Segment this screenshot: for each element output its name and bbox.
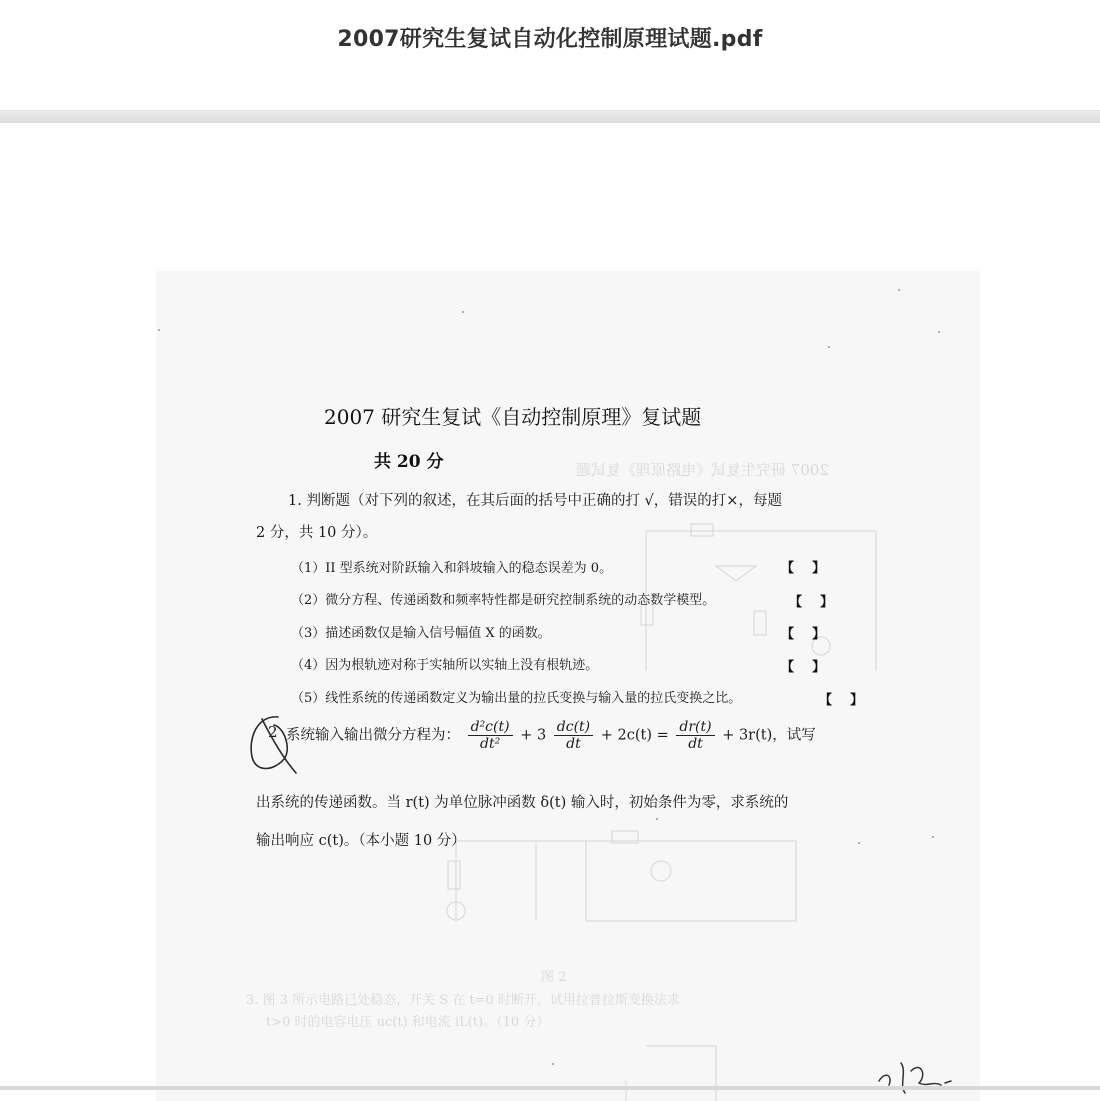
scan-speck	[656, 818, 658, 820]
scanned-page	[156, 271, 980, 1101]
judgement-item: （4）因为根轨迹对称于实轴所以实轴上没有根轨迹。	[291, 658, 599, 673]
viewer-bottom-edge	[0, 1086, 1100, 1090]
question-2-line: 出系统的传递函数。当 r(t) 为单位脉冲函数 δ(t) 输入时，初始条件为零，求系统的	[256, 795, 789, 811]
question-1-intro-cont: 2 分，共 10 分）。	[256, 525, 378, 541]
bleed-through-figure-label: 图 2	[541, 970, 567, 985]
scan-speck	[158, 329, 160, 331]
bleed-through-circuit	[156, 271, 980, 1101]
scan-speck	[552, 1063, 554, 1065]
scan-speck	[932, 836, 934, 838]
input-derivative-fraction	[676, 719, 714, 752]
header-divider	[0, 110, 1100, 124]
differential-equation	[286, 719, 816, 752]
bleed-through-title: 2007 研究生复试《电路原理》复试题	[576, 461, 829, 479]
judgement-item: （2）微分方程、传递函数和频率特性都是研究控制系统的动态数学模型。	[291, 593, 716, 608]
scan-speck	[462, 311, 464, 313]
answer-bracket: 【 】	[781, 660, 826, 675]
question-2-number: 2	[268, 723, 278, 741]
document-viewer[interactable]	[0, 123, 1100, 1090]
exam-title: 2007 研究生复试《自动控制原理》复试题	[324, 405, 702, 429]
document-title: 2007研究生复试自动化控制原理试题.pdf	[337, 27, 763, 52]
answer-bracket: 【 】	[789, 595, 834, 610]
answer-bracket: 【 】	[781, 561, 826, 576]
judgement-item: （3）描述函数仅是输入信号幅值 X 的函数。	[291, 626, 551, 641]
judgement-item: （1）II 型系统对阶跃输入和斜坡输入的稳态误差为 0。	[291, 561, 613, 576]
scan-speck	[898, 289, 900, 291]
question-2-line: 输出响应 c(t)。（本小题 10 分）	[256, 833, 466, 849]
scan-speck	[938, 331, 940, 333]
first-derivative-fraction	[554, 719, 593, 752]
equation-term: + 2c(t) =	[600, 727, 669, 744]
answer-bracket: 【 】	[819, 693, 864, 708]
equation-tail: + 3r(t)，试写	[722, 727, 816, 744]
bleed-through-question-line: 3. 图 3 所示电路已处稳态，开关 S 在 t=0 时断开，试用拉普拉斯变换法求	[246, 993, 680, 1008]
viewer-header	[0, 0, 1100, 110]
second-derivative-fraction	[468, 719, 513, 752]
equation-lead: 系统输入输出微分方程为：	[286, 727, 460, 744]
fraction-numerator: dr(t)	[676, 719, 714, 736]
fraction-numerator: dc(t)	[554, 719, 593, 736]
handwritten-signature-mark	[871, 1041, 961, 1101]
fraction-numerator: d²c(t)	[468, 719, 513, 736]
equation-term: + 3	[520, 727, 547, 744]
question-1-intro: 1. 判断题（对下列的叙述，在其后面的括号中正确的打 √，错误的打×，每题	[288, 493, 782, 509]
scan-speck	[828, 346, 830, 348]
judgement-item: （5）线性系统的传递函数定义为输出量的拉氏变换与输入量的拉氏变换之比。	[291, 691, 742, 706]
answer-bracket: 【 】	[781, 627, 826, 642]
fraction-denominator: dt	[688, 736, 703, 752]
fraction-denominator: dt	[566, 736, 581, 752]
total-score: 共 20 分	[374, 452, 444, 472]
scan-speck	[858, 842, 860, 844]
fraction-denominator: dt²	[479, 736, 501, 752]
bleed-through-question-line: t>0 时的电容电压 uc(t) 和电流 iL(t)。（10 分）	[266, 1015, 550, 1030]
